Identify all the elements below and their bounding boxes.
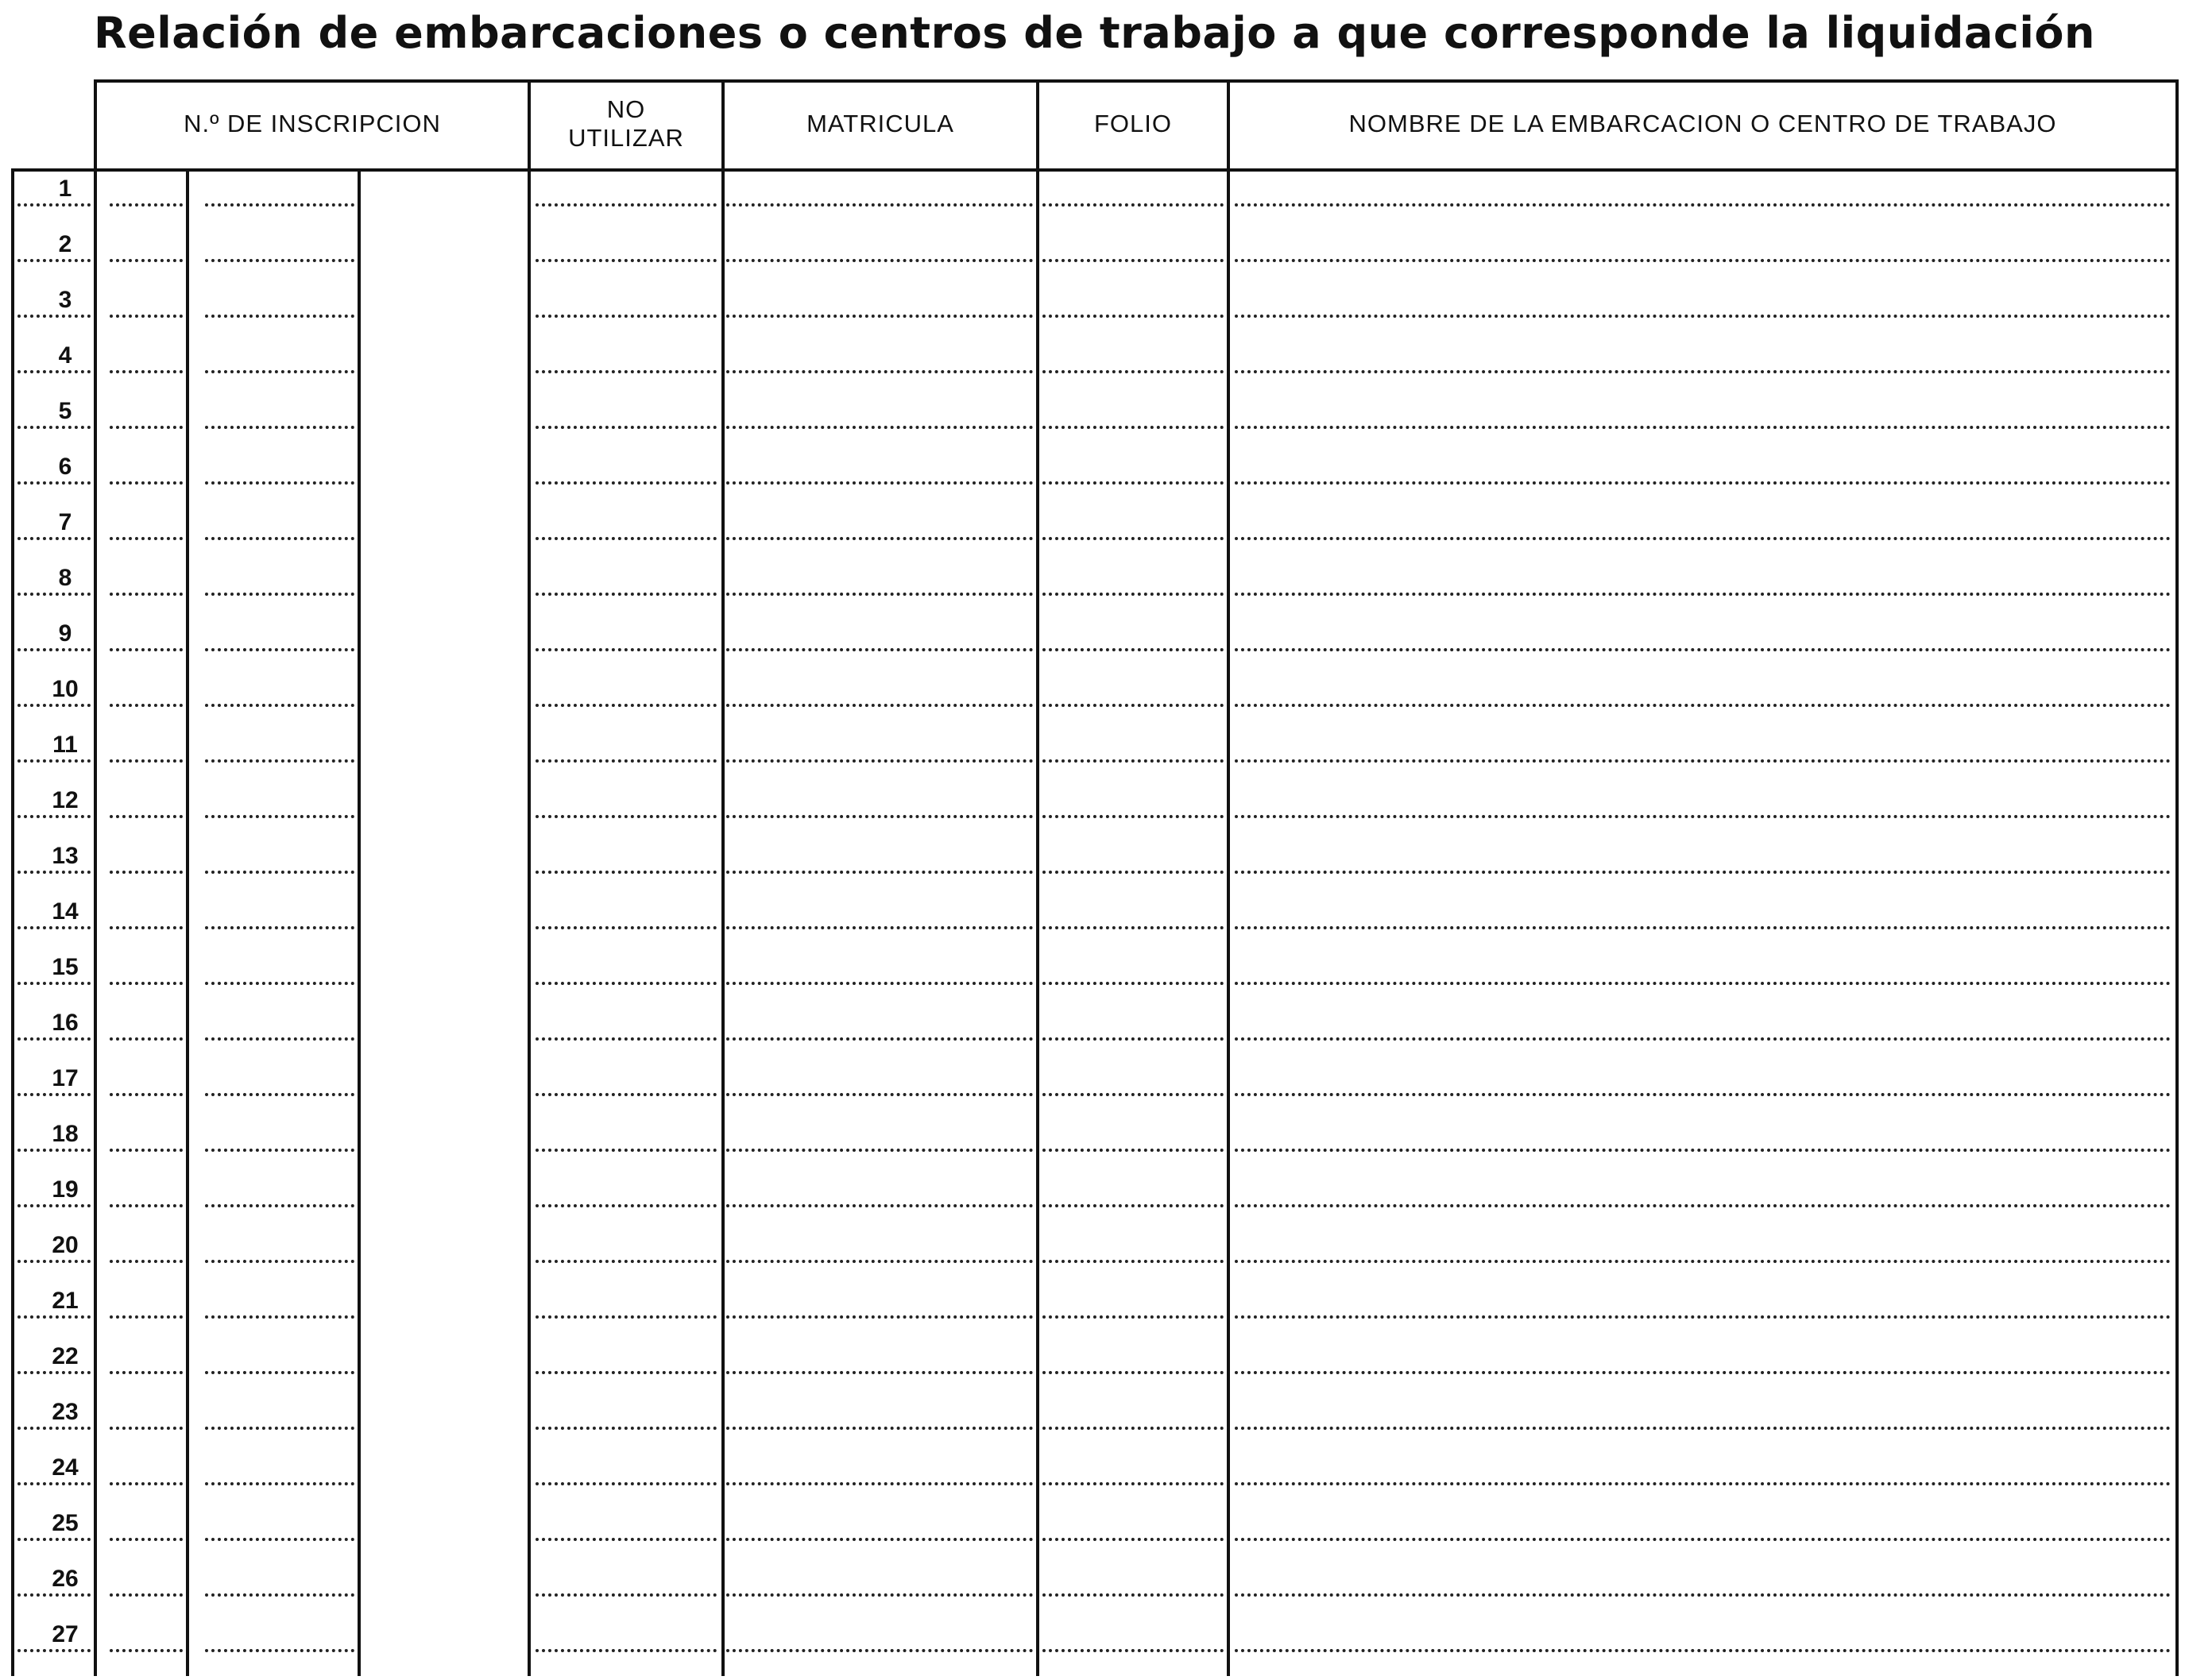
fill-line[interactable] [1235,759,2171,763]
fill-line[interactable] [1235,704,2171,707]
fill-line[interactable] [1235,593,2171,596]
fill-line[interactable] [1235,481,2171,485]
fill-line[interactable] [205,370,354,373]
fill-line[interactable] [110,537,183,540]
fill-line[interactable] [536,704,717,707]
fill-line[interactable] [1042,648,1224,651]
fill-line[interactable] [1235,1204,2171,1207]
inscripcion-sub-divider-2 [358,168,361,1676]
fill-line[interactable] [536,1538,717,1541]
fill-line[interactable] [1235,537,2171,540]
fill-line[interactable] [726,1371,1033,1374]
fill-line[interactable] [17,871,91,874]
fill-line[interactable] [1235,871,2171,874]
fill-line[interactable] [205,1538,354,1541]
fill-line[interactable] [726,1427,1033,1430]
fill-line[interactable] [1235,203,2171,207]
fill-line[interactable] [1235,1315,2171,1319]
fill-line[interactable] [1042,537,1224,540]
fill-line[interactable] [726,704,1033,707]
fill-line[interactable] [17,759,91,763]
fill-line[interactable] [726,1482,1033,1485]
fill-line[interactable] [17,1427,91,1430]
fill-line[interactable] [536,259,717,262]
fill-line[interactable] [17,370,91,373]
fill-line[interactable] [726,481,1033,485]
fill-line[interactable] [1235,426,2171,429]
fill-line[interactable] [536,1427,717,1430]
fill-line[interactable] [536,1093,717,1096]
header-no-utilizar: NO UTILIZAR [568,95,684,152]
fill-line[interactable] [205,1315,354,1319]
fill-line[interactable] [17,537,91,540]
folio-divider [1036,79,1039,1676]
fill-line[interactable] [726,426,1033,429]
fill-line[interactable] [1042,481,1224,485]
fill-line[interactable] [205,1093,354,1096]
nombre-divider [1227,79,1230,1676]
fill-line[interactable] [17,1037,91,1041]
fill-line[interactable] [110,1204,183,1207]
fill-line[interactable] [205,259,354,262]
fill-line[interactable] [536,1649,717,1652]
fill-line[interactable] [110,1482,183,1485]
fill-line[interactable] [110,648,183,651]
fill-line[interactable] [726,1649,1033,1652]
fill-line[interactable] [1235,1037,2171,1041]
page-title: Relación de embarcaciones o centros de trabajo a que corresponde la liquidación [94,8,2095,58]
fill-line[interactable] [536,982,717,985]
row-number: 6 [58,454,72,480]
row-number: 15 [52,954,79,980]
row-number: 26 [52,1566,79,1592]
fill-line[interactable] [1042,926,1224,929]
row-number: 3 [58,287,72,313]
fill-line[interactable] [1235,315,2171,318]
row-number: 21 [52,1288,79,1314]
fill-line[interactable] [1235,370,2171,373]
fill-line[interactable] [1235,1149,2171,1152]
fill-line[interactable] [1042,315,1224,318]
fill-line[interactable] [1042,1649,1224,1652]
fill-line[interactable] [1235,982,2171,985]
fill-line[interactable] [1042,1593,1224,1597]
fill-line[interactable] [205,1371,354,1374]
fill-line[interactable] [110,1649,183,1652]
row-number: 9 [58,620,72,647]
matricula-divider [721,79,725,1676]
fill-line[interactable] [536,370,717,373]
fill-line[interactable] [110,259,183,262]
fill-line[interactable] [17,1538,91,1541]
fill-line[interactable] [17,1593,91,1597]
fill-line[interactable] [536,481,717,485]
fill-line[interactable] [110,1538,183,1541]
fill-line[interactable] [205,759,354,763]
fill-line[interactable] [205,593,354,596]
fill-line[interactable] [17,259,91,262]
fill-line[interactable] [536,1149,717,1152]
fill-line[interactable] [17,481,91,485]
fill-line[interactable] [1235,1260,2171,1263]
fill-line[interactable] [726,926,1033,929]
fill-line[interactable] [1042,1482,1224,1485]
fill-line[interactable] [1042,759,1224,763]
fill-line[interactable] [110,871,183,874]
fill-line[interactable] [726,1538,1033,1541]
fill-line[interactable] [110,426,183,429]
fill-line[interactable] [110,759,183,763]
fill-line[interactable] [205,1427,354,1430]
row-number: 17 [52,1065,79,1091]
vessel-table [11,79,2179,1676]
fill-line[interactable] [726,1149,1033,1152]
fill-line[interactable] [1235,926,2171,929]
fill-line[interactable] [110,481,183,485]
fill-line[interactable] [1235,1482,2171,1485]
fill-line[interactable] [1235,648,2171,651]
fill-line[interactable] [1235,1593,2171,1597]
fill-line[interactable] [17,426,91,429]
row-number: 27 [52,1621,79,1647]
row-number: 4 [58,342,72,369]
fill-line[interactable] [536,1482,717,1485]
fill-line[interactable] [536,1315,717,1319]
row-number: 16 [52,1010,79,1036]
fill-line[interactable] [17,926,91,929]
fill-line[interactable] [110,1260,183,1263]
fill-line[interactable] [536,1260,717,1263]
fill-line[interactable] [17,1482,91,1485]
fill-line[interactable] [726,1260,1033,1263]
fill-line[interactable] [1042,1371,1224,1374]
header-inscripcion: N.º DE INSCRIPCION [184,110,441,137]
fill-line[interactable] [1235,1093,2171,1096]
fill-line[interactable] [1042,370,1224,373]
fill-line[interactable] [17,593,91,596]
fill-line[interactable] [726,1315,1033,1319]
fill-line[interactable] [1042,259,1224,262]
fill-line[interactable] [536,1371,717,1374]
row-number: 13 [52,843,79,869]
fill-line[interactable] [1042,1093,1224,1096]
fill-line[interactable] [205,1649,354,1652]
fill-line[interactable] [726,370,1033,373]
fill-line[interactable] [726,982,1033,985]
fill-line[interactable] [536,759,717,763]
fill-line[interactable] [536,1204,717,1207]
row-number: 20 [52,1232,79,1258]
fill-line[interactable] [1042,1037,1224,1041]
fill-line[interactable] [1235,1427,2171,1430]
row-number: 14 [52,898,79,925]
fill-line[interactable] [110,926,183,929]
fill-line[interactable] [726,1037,1033,1041]
fill-line[interactable] [536,926,717,929]
fill-line[interactable] [110,982,183,985]
fill-line[interactable] [110,370,183,373]
fill-line[interactable] [110,815,183,818]
row-number: 23 [52,1399,79,1425]
fill-line[interactable] [726,1204,1033,1207]
fill-line[interactable] [110,315,183,318]
fill-line[interactable] [726,593,1033,596]
fill-line[interactable] [205,926,354,929]
fill-line[interactable] [726,1593,1033,1597]
fill-line[interactable] [17,1315,91,1319]
fill-line[interactable] [1042,1538,1224,1541]
row-number: 8 [58,565,72,591]
fill-line[interactable] [205,871,354,874]
fill-line[interactable] [110,593,183,596]
fill-line[interactable] [110,1371,183,1374]
row-number: 19 [52,1176,79,1203]
fill-line[interactable] [1042,982,1224,985]
fill-line[interactable] [536,648,717,651]
fill-line[interactable] [17,1260,91,1263]
fill-line[interactable] [1042,1260,1224,1263]
fill-line[interactable] [205,537,354,540]
row-number: 5 [58,398,72,424]
fill-line[interactable] [17,1649,91,1652]
fill-line[interactable] [1042,203,1224,207]
fill-line[interactable] [536,815,717,818]
fill-line[interactable] [536,871,717,874]
inscripcion-sub-divider-1 [186,168,189,1676]
header-matricula: MATRICULA [806,110,954,137]
fill-line[interactable] [1235,1649,2171,1652]
row-number: 12 [52,787,79,813]
fill-line[interactable] [536,593,717,596]
row-number: 10 [52,676,79,702]
row-number: 25 [52,1510,79,1536]
fill-line[interactable] [1042,1315,1224,1319]
fill-line[interactable] [205,1149,354,1152]
fill-line[interactable] [17,315,91,318]
fill-line[interactable] [205,1037,354,1041]
fill-line[interactable] [205,426,354,429]
fill-line[interactable] [205,982,354,985]
fill-line[interactable] [1042,426,1224,429]
row-number: 1 [58,176,72,202]
fill-line[interactable] [1042,1149,1224,1152]
table-right-border [2175,79,2179,1676]
fill-line[interactable] [536,1037,717,1041]
fill-line[interactable] [1042,871,1224,874]
fill-line[interactable] [536,537,717,540]
fill-line[interactable] [726,648,1033,651]
fill-line[interactable] [110,1149,183,1152]
row-number: 22 [52,1343,79,1369]
fill-line[interactable] [536,426,717,429]
fill-line[interactable] [726,759,1033,763]
fill-line[interactable] [205,203,354,207]
fill-line[interactable] [205,1593,354,1597]
fill-line[interactable] [536,1593,717,1597]
row-number: 2 [58,231,72,257]
fill-line[interactable] [205,648,354,651]
table-left-border [11,168,14,1676]
row-number-divider [94,79,97,1676]
fill-line[interactable] [726,1093,1033,1096]
fill-line[interactable] [17,648,91,651]
fill-line[interactable] [205,815,354,818]
fill-line[interactable] [1042,1427,1224,1430]
fill-line[interactable] [1235,1538,2171,1541]
fill-line[interactable] [726,203,1033,207]
fill-line[interactable] [17,704,91,707]
fill-line[interactable] [110,1315,183,1319]
fill-line[interactable] [205,1482,354,1485]
fill-line[interactable] [205,704,354,707]
fill-line[interactable] [1042,815,1224,818]
fill-line[interactable] [536,203,717,207]
fill-line[interactable] [726,871,1033,874]
fill-line[interactable] [17,1149,91,1152]
fill-line[interactable] [17,1093,91,1096]
fill-line[interactable] [1042,704,1224,707]
fill-line[interactable] [205,1204,354,1207]
fill-line[interactable] [726,537,1033,540]
fill-line[interactable] [536,315,717,318]
fill-line[interactable] [726,315,1033,318]
fill-line[interactable] [17,815,91,818]
fill-line[interactable] [1235,815,2171,818]
fill-line[interactable] [17,1371,91,1374]
fill-line[interactable] [110,1037,183,1041]
fill-line[interactable] [726,815,1033,818]
row-number: 24 [52,1454,79,1481]
fill-line[interactable] [17,1204,91,1207]
row-number: 18 [52,1121,79,1147]
header-folio: FOLIO [1093,110,1172,137]
header-nombre: NOMBRE DE LA EMBARCACION O CENTRO DE TRABAJO [1348,110,2057,137]
fill-line[interactable] [1042,1204,1224,1207]
fill-line[interactable] [205,1260,354,1263]
fill-line[interactable] [110,1593,183,1597]
fill-line[interactable] [1042,593,1224,596]
fill-line[interactable] [110,704,183,707]
fill-line[interactable] [205,315,354,318]
fill-line[interactable] [110,203,183,207]
fill-line[interactable] [17,203,91,207]
row-number: 7 [58,509,72,535]
header-bottom-border [11,168,2179,172]
fill-line[interactable] [1235,259,2171,262]
fill-line[interactable] [110,1093,183,1096]
row-number: 11 [52,732,78,758]
fill-line[interactable] [1235,1371,2171,1374]
fill-line[interactable] [17,982,91,985]
fill-line[interactable] [726,259,1033,262]
fill-line[interactable] [205,481,354,485]
no-utilizar-divider [528,79,531,1676]
fill-line[interactable] [110,1427,183,1430]
